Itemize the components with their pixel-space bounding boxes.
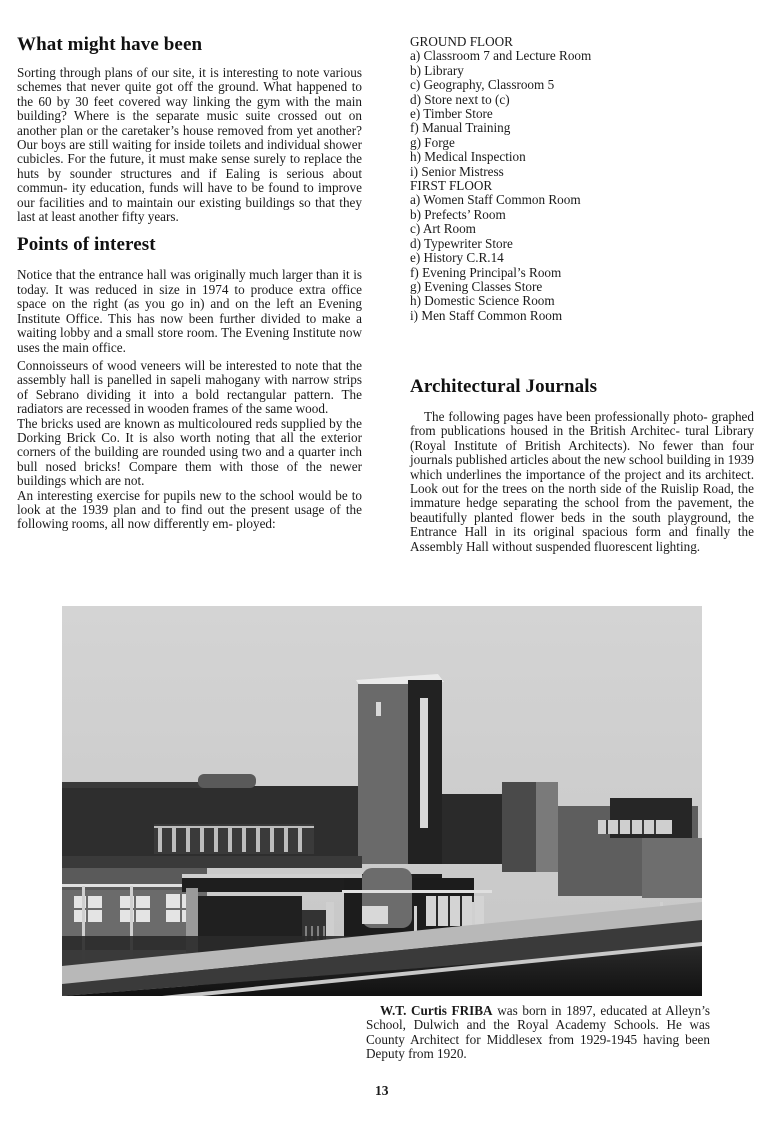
caption-text: was born in 1897, educated at Alleyn’s School, Dulwich and the Royal Academy Schools. He was County Architect for Middlesex from 1929-1945 having been Deputy from 1920. <box>366 1003 710 1062</box>
room-item: a) Classroom 7 and Lecture Room <box>410 48 592 64</box>
room-item: e) History C.R.14 <box>410 250 504 266</box>
building-illustration <box>62 606 702 996</box>
room-item: b) Library <box>410 62 464 78</box>
room-item: d) Typewriter Store <box>410 235 513 251</box>
body-paragraph: The following pages have been professionally photo- graphed from publications housed in the British Architec- tural Library (Royal Institute of British Architects). No fewer than four journals published articles about the new school building in 1939 which underlines the importance of the project and its architect. Look out for the trees on the north side of the Ruislip Road, the immature hedge separating the school from the pavement, the beautifully planted flower beds in the south playground, the Entrance Hall in its original spacious form and finally the Assembly Hall without suspended fluorescent lighting. <box>410 409 754 554</box>
section-heading: What might have been <box>17 34 203 55</box>
room-item: c) Art Room <box>410 221 476 237</box>
room-item: c) Geography, Classroom 5 <box>410 77 555 93</box>
school-building-photo <box>62 606 702 996</box>
first-floor-heading: FIRST FLOOR <box>410 178 493 194</box>
first-floor-list <box>410 193 754 323</box>
section-heading: Architectural Journals <box>410 376 598 397</box>
room-item: h) Domestic Science Room <box>410 293 555 309</box>
architect-caption <box>366 1004 710 1062</box>
ground-floor-list <box>410 49 754 179</box>
room-item: d) Store next to (c) <box>410 91 510 107</box>
page-number: 13 <box>375 1083 389 1098</box>
room-item: g) Evening Classes Store <box>410 278 543 294</box>
left-column <box>17 34 362 532</box>
room-item: i) Senior Mistress <box>410 163 504 179</box>
caption-paragraph <box>366 1004 710 1062</box>
room-item: e) Timber Store <box>410 106 493 122</box>
room-item: g) Forge <box>410 134 455 150</box>
body-paragraph: Notice that the entrance hall was originally much larger than it is today. It was reduced in size in 1974 to produce extra office space on the right (as you go in) and on the left an Evening Institute Office. This has now been further divided to make a waiting lobby and a small store room. The Evening Institute now uses the main office. <box>17 267 362 355</box>
architect-name: W.T. Curtis FRIBA <box>380 1003 493 1018</box>
section-heading: Points of interest <box>17 234 156 256</box>
section-what-might-have-been <box>17 34 362 224</box>
room-item: f) Evening Principal’s Room <box>410 264 562 280</box>
room-list <box>410 35 754 323</box>
room-item: i) Men Staff Common Room <box>410 307 563 323</box>
section-points-of-interest <box>17 234 362 531</box>
section-architectural-journals <box>410 376 754 554</box>
body-paragraph: The bricks used are known as multicoloured reds supplied by the Dorking Brick Co. It is also worth noting that all the exterior corners of the building are rounded using two and a quarter inch bull nosed bricks! Compare them with those of the newer buildings which are not. <box>17 415 362 489</box>
body-paragraph: An interesting exercise for pupils new to the school would be to look at the 1939 plan and to find out the present usage of the following rooms, all now differently em- ployed: <box>17 487 362 532</box>
ground-floor-heading: GROUND FLOOR <box>410 34 513 49</box>
room-item: b) Prefects’ Room <box>410 206 506 222</box>
tower <box>358 684 408 864</box>
room-item: a) Women Staff Common Room <box>410 192 581 208</box>
room-item: h) Medical Inspection <box>410 149 526 165</box>
room-item: f) Manual Training <box>410 120 511 136</box>
body-paragraph: Connoisseurs of wood veneers will be interested to note that the assembly hall is panelled in sapeli mahogany with narrow strips of Sebrano dividing it into a bold rectangular pattern. The radiators are recessed in wooden frames of the same wood. <box>17 357 362 417</box>
body-paragraph: Sorting through plans of our site, it is interesting to note various schemes that never quite got off the ground. What happened to the 60 by 30 feet covered way linking the gym with the main building? Where is the separate music suite crossed out on another plan or the caretaker’s house removed from yet another? Our boys are still waiting for inside toilets and individual shower cubicles. For the future, it must make sense surely to replace the huts by sounder structures and if Ealing is serious about commun- ity education, funds will have to be found to improve our facilities and to maintain our existing buildings so that they last at least another fifty years. <box>17 65 362 225</box>
